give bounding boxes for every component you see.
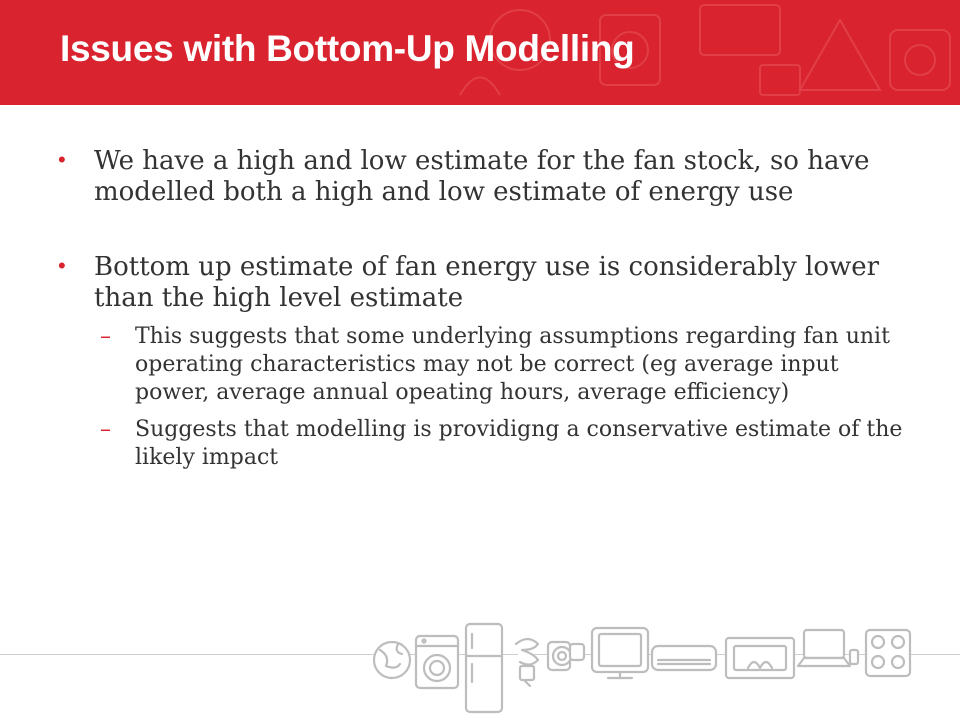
light-bulb-icon xyxy=(516,639,538,686)
fridge-icon xyxy=(466,624,502,712)
air-conditioner-icon xyxy=(652,646,716,670)
sub-bullet-text: This suggests that some underlying assumptions regarding fan unit operating characteristics may not be correct (eg average input power, average annual opeating hours, average efficiency) xyxy=(135,324,890,405)
bullet-marker: • xyxy=(58,147,66,172)
page-title: Issues with Bottom-Up Modelling xyxy=(60,28,635,69)
washing-machine-icon xyxy=(416,636,458,688)
fireplace-heater-icon xyxy=(726,638,794,678)
bullet-text: Bottom up estimate of fan energy use is considerably lower than the high level estimate xyxy=(94,252,880,313)
laptop-icon xyxy=(798,630,858,666)
globe-icon xyxy=(374,642,410,678)
sub-bullet-marker: – xyxy=(100,417,111,442)
bullet-item xyxy=(58,146,918,208)
electric-motor-icon xyxy=(548,642,584,670)
sub-bullet-item xyxy=(100,323,918,407)
bullet-item xyxy=(58,252,918,314)
bullet-text: We have a high and low estimate for the fan stock, so have modelled both a high and low estimate of energy use xyxy=(94,146,870,207)
title-banner xyxy=(0,0,960,105)
sub-bullet-item xyxy=(100,416,918,472)
cooktop-icon xyxy=(866,630,910,676)
sub-bullet-text: Suggests that modelling is providigng a conservative estimate of the likely impact xyxy=(135,417,903,470)
bullet-list xyxy=(58,146,918,472)
bullet-marker: • xyxy=(58,253,66,278)
television-icon xyxy=(592,628,648,678)
appliance-icon-strip xyxy=(370,620,950,720)
sub-bullet-marker: – xyxy=(100,324,111,349)
